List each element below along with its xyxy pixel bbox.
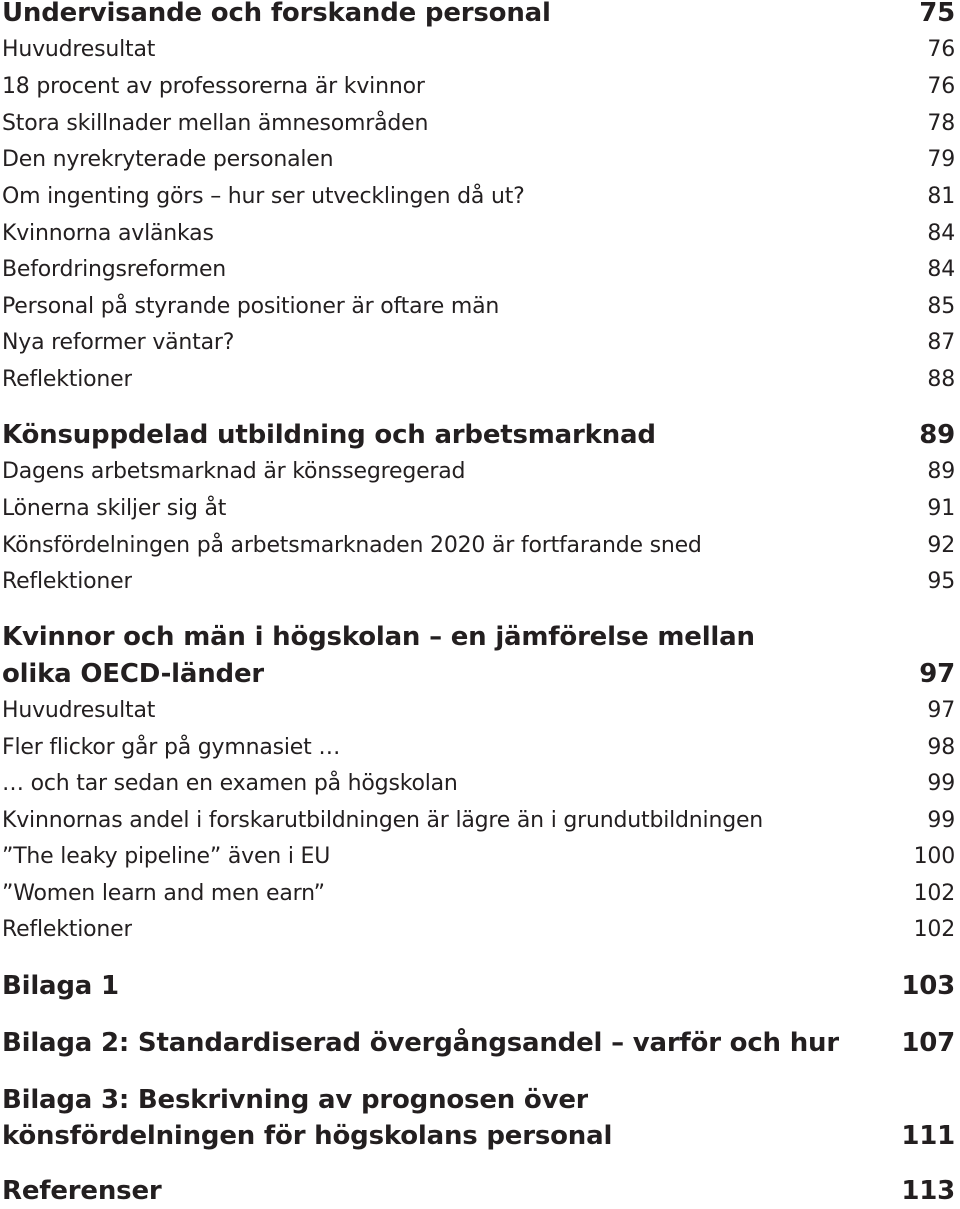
toc-entry-title: Nya reformer väntar? (2, 330, 235, 355)
toc-heading-row (2, 1084, 955, 1118)
toc-entry-row (2, 458, 955, 486)
toc-entry-title: Reflektioner (2, 569, 133, 594)
toc-entry-row (2, 329, 955, 357)
toc-entry-row (2, 916, 955, 944)
toc-entry-title: … och tar sedan en examen på högskolan (2, 771, 458, 796)
toc-entry-title: Lönerna skiljer sig åt (2, 496, 227, 521)
toc-entry-title: Fler flickor går på gymnasiet … (2, 735, 341, 760)
toc-entry-title: ”The leaky pipeline” även i EU (2, 844, 331, 869)
toc-page-number: 89 (927, 459, 955, 484)
toc-entry-title: Den nyrekryterade personalen (2, 147, 334, 172)
toc-entry-row (2, 146, 955, 174)
toc-page-number: 75 (919, 0, 955, 28)
toc-page-number: 84 (927, 257, 955, 282)
toc-page-number: 79 (927, 147, 955, 172)
toc-entry-title: 18 procent av professorerna är kvinnor (2, 74, 425, 99)
toc-page-number: 98 (927, 735, 955, 760)
toc-entry-row (2, 183, 955, 211)
toc-heading-title: Bilaga 3: Beskrivning av prognosen över (2, 1085, 589, 1115)
toc-entry-row (2, 73, 955, 101)
toc-heading-title: Referenser (2, 1176, 162, 1206)
toc-entry-title: Reflektioner (2, 917, 133, 942)
toc-page-number: 97 (919, 659, 955, 689)
toc-entry-title: Kvinnorna avlänkas (2, 221, 214, 246)
toc-heading-title: Undervisande och forskande personal (2, 0, 551, 28)
toc-entry-title: Reflektioner (2, 367, 133, 392)
toc-entry-row (2, 366, 955, 394)
toc-page-number: 102 (913, 917, 955, 942)
toc-entry-row (2, 256, 955, 284)
toc-heading-row (2, 1120, 955, 1154)
toc-entry-row (2, 697, 955, 725)
toc-entry-row (2, 532, 955, 560)
toc-page-number: 99 (927, 808, 955, 833)
toc-heading-row (2, 0, 955, 31)
toc-page-number: 103 (901, 971, 955, 1001)
toc-entry-row (2, 880, 955, 908)
toc-entry-row (2, 495, 955, 523)
toc-heading-title: olika OECD-länder (2, 659, 265, 689)
toc-page-number: 87 (927, 330, 955, 355)
toc-heading-title: Bilaga 2: Standardiserad övergångsandel – varför och hur (2, 1028, 839, 1058)
toc-heading-row (2, 621, 955, 655)
toc-heading-title: Bilaga 1 (2, 971, 119, 1001)
toc-entry-row (2, 770, 955, 798)
toc-page-number: 89 (919, 420, 955, 450)
toc-heading-row (2, 419, 955, 453)
toc-page-number: 99 (927, 771, 955, 796)
toc-entry-title: Könsfördelningen på arbetsmarknaden 2020 är fortfarande sned (2, 533, 702, 558)
toc-entry-title: Huvudresultat (2, 37, 156, 62)
toc-page-number: 102 (913, 881, 955, 906)
toc-page-number: 100 (913, 844, 955, 869)
toc-page-number: 92 (927, 533, 955, 558)
toc-page-number: 107 (901, 1028, 955, 1058)
toc-heading-title: könsfördelningen för högskolans personal (2, 1121, 613, 1151)
toc-entry-title: Huvudresultat (2, 698, 156, 723)
toc-entry-row (2, 110, 955, 138)
toc-heading-row (2, 970, 955, 1004)
toc-entry-row (2, 843, 955, 871)
toc-entry-title: Stora skillnader mellan ämnesområden (2, 111, 429, 136)
toc-entry-row (2, 568, 955, 596)
toc-entry-title: Personal på styrande positioner är oftare män (2, 294, 500, 319)
toc-heading-row (2, 658, 955, 692)
toc-page-number: 111 (901, 1121, 955, 1151)
toc-entry-title: Dagens arbetsmarknad är könssegregerad (2, 459, 466, 484)
toc-heading-row (2, 1027, 955, 1061)
toc-page-number: 113 (901, 1176, 955, 1206)
toc-entry-title: ”Women learn and men earn” (2, 881, 325, 906)
toc-page-number: 85 (927, 294, 955, 319)
toc-page-number: 88 (927, 367, 955, 392)
toc-page-number: 76 (927, 74, 955, 99)
toc-page-number: 97 (927, 698, 955, 723)
toc-entry-row (2, 807, 955, 835)
toc-entry-row (2, 36, 955, 64)
toc-entry-row (2, 734, 955, 762)
toc-entry-row (2, 293, 955, 321)
toc-page-number: 81 (927, 184, 955, 209)
toc-page-number: 91 (927, 496, 955, 521)
toc-page-number: 84 (927, 221, 955, 246)
toc-heading-title: Kvinnor och män i högskolan – en jämförelse mellan (2, 622, 755, 652)
toc-page-number: 95 (927, 569, 955, 594)
toc-page-number: 78 (927, 111, 955, 136)
toc-page-number: 76 (927, 37, 955, 62)
toc-entry-title: Kvinnornas andel i forskarutbildningen är lägre än i grundutbildningen (2, 808, 764, 833)
toc-entry-row (2, 220, 955, 248)
toc-entry-title: Befordringsreformen (2, 257, 227, 282)
toc-heading-title: Könsuppdelad utbildning och arbetsmarknad (2, 420, 656, 450)
toc-entry-title: Om ingenting görs – hur ser utvecklingen då ut? (2, 184, 525, 209)
